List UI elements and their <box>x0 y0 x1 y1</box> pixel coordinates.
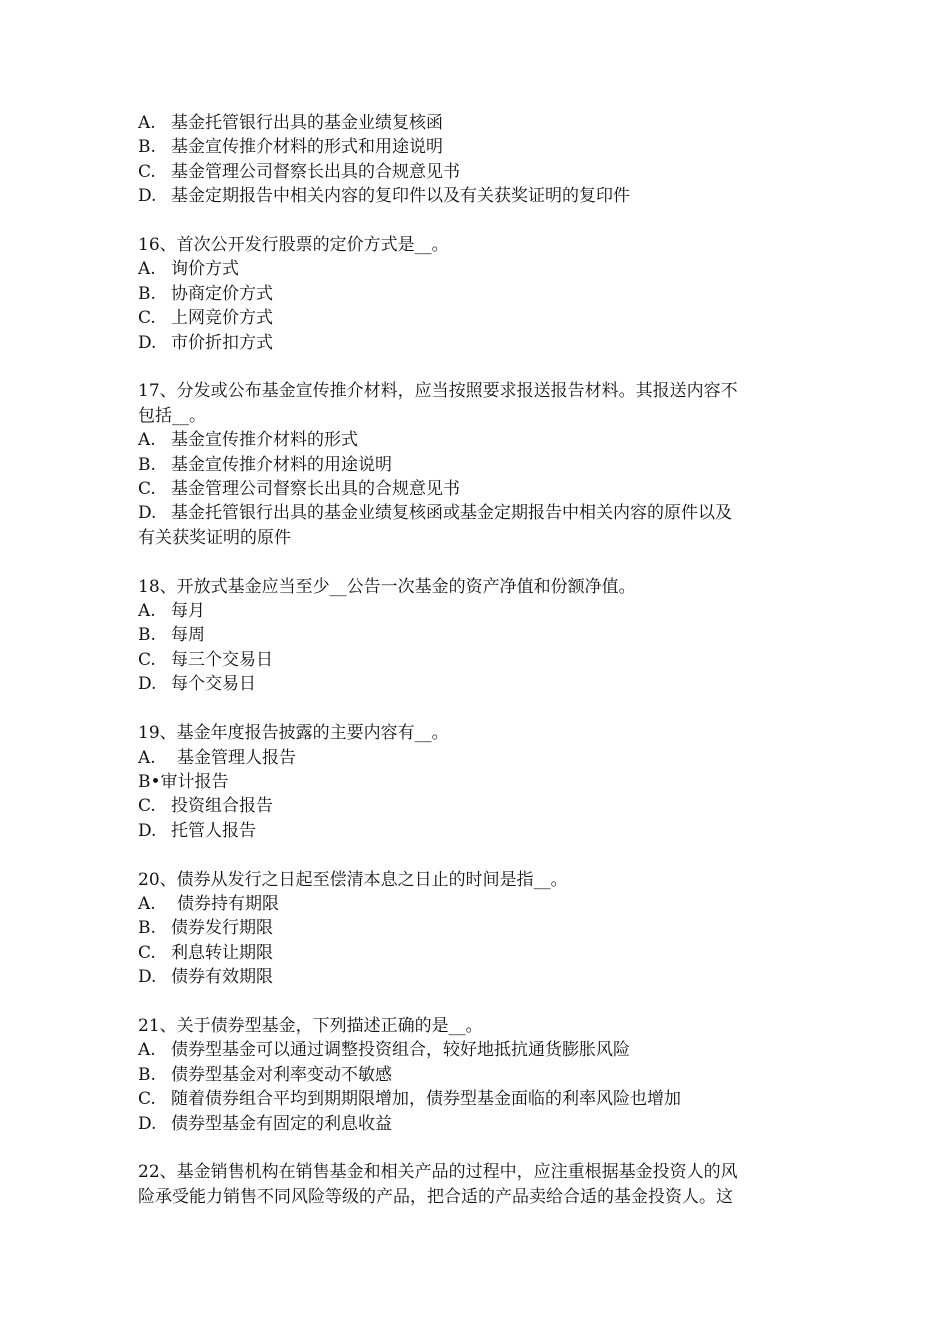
question-19 <box>138 721 818 843</box>
option-c <box>138 794 818 818</box>
option-letter: C. <box>138 942 156 963</box>
option-text: 基金托管银行出具的基金业绩复核函或基金定期报告中相关内容的原件以及 <box>171 503 732 524</box>
option-letter: D. <box>138 332 157 353</box>
question-text: 20、债券从发行之日起至偿清本息之日止的时间是指__。 <box>138 869 568 890</box>
option-a <box>138 746 818 770</box>
option-d <box>138 1112 818 1136</box>
option-text: 基金宣传推介材料的用途说明 <box>171 454 392 475</box>
option-text: 询价方式 <box>171 259 239 280</box>
option-text: 债券发行期限 <box>171 918 273 939</box>
question-text-continued: 险承受能力销售不同风险等级的产品，把合适的产品卖给合适的基金投资人。这 <box>138 1186 733 1207</box>
option-text: 基金托管银行出具的基金业绩复核函 <box>171 113 443 133</box>
question-17 <box>138 379 818 550</box>
option-text: 每三个交易日 <box>171 649 273 670</box>
option-letter: A. <box>138 113 156 133</box>
option-text: 投资组合报告 <box>171 796 273 817</box>
option-c <box>138 941 818 965</box>
option-d <box>138 965 818 989</box>
option-c <box>138 306 818 330</box>
option-letter: B. <box>138 918 156 939</box>
option-c <box>138 648 818 672</box>
option-c <box>138 1087 818 1111</box>
question-text: 16、首次公开发行股票的定价方式是__。 <box>138 235 449 256</box>
question-20 <box>138 868 818 990</box>
option-letter: D. <box>138 186 157 207</box>
option-text: 债券型基金可以通过调整投资组合，较好地抵抗通货膨胀风险 <box>171 1040 630 1061</box>
option-text: 债券持有期限 <box>177 893 279 914</box>
option-a <box>138 892 818 916</box>
option-letter: A. <box>138 1040 156 1061</box>
question-21 <box>138 1014 818 1136</box>
question-text: 21、关于债券型基金，下列描述正确的是__。 <box>138 1015 483 1036</box>
option-letter: C. <box>138 796 156 817</box>
option-text: 每月 <box>171 601 205 622</box>
option-a <box>138 257 818 281</box>
option-d <box>138 501 818 525</box>
question-22 <box>138 1160 818 1209</box>
option-letter: A. <box>138 430 156 451</box>
option-a <box>138 599 818 623</box>
option-text: 债券有效期限 <box>171 967 273 988</box>
option-letter: D. <box>138 967 157 988</box>
option-text: 随着债券组合平均到期期限增加，债券型基金面临的利率风险也增加 <box>171 1089 681 1110</box>
option-b <box>138 770 818 794</box>
option-letter: A. <box>138 601 156 622</box>
option-letter: B. <box>138 137 156 158</box>
option-text: 基金管理公司督察长出具的合规意见书 <box>171 479 460 500</box>
question-text: 18、开放式基金应当至少__公告一次基金的资产净值和份额净值。 <box>138 576 636 597</box>
option-text: 协商定价方式 <box>171 283 273 304</box>
option-letter: D. <box>138 1113 157 1134</box>
option-b <box>138 916 818 940</box>
option-letter: C. <box>138 1089 156 1110</box>
option-d-continued: 有关获奖证明的原件 <box>138 527 291 548</box>
option-text: 债券型基金有固定的利息收益 <box>171 1113 392 1134</box>
question-text: 17、分发或公布基金宣传推介材料，应当按照要求报送报告材料。其报送内容不 <box>138 381 738 402</box>
question-16 <box>138 233 818 355</box>
question-18 <box>138 575 818 697</box>
option-text: 托管人报告 <box>171 820 256 841</box>
option-a <box>138 111 818 135</box>
question-text: 19、基金年度报告披露的主要内容有__。 <box>138 723 449 744</box>
option-letter: D. <box>138 820 157 841</box>
option-text: 基金管理公司督察长出具的合规意见书 <box>171 161 460 182</box>
option-text: 审计报告 <box>160 771 229 792</box>
document-page <box>138 111 818 1209</box>
option-text: 利息转让期限 <box>171 942 273 963</box>
option-letter: C. <box>138 479 156 500</box>
question-text: 22、基金销售机构在销售基金和相关产品的过程中，应注重根据基金投资人的风 <box>138 1162 738 1183</box>
option-text: 债券型基金对利率变动不敏感 <box>171 1064 392 1085</box>
option-text: 上网竞价方式 <box>171 308 273 329</box>
option-d <box>138 672 818 696</box>
question-text-continued: 包括__。 <box>138 405 206 426</box>
question-15-options <box>138 111 818 209</box>
option-letter: B• <box>138 771 161 792</box>
option-text: 每周 <box>171 625 205 646</box>
option-letter: B. <box>138 283 156 304</box>
option-text: 基金定期报告中相关内容的复印件以及有关获奖证明的复印件 <box>171 186 630 207</box>
option-letter: B. <box>138 625 156 646</box>
option-d <box>138 184 818 208</box>
option-a <box>138 428 818 452</box>
option-text: 基金管理人报告 <box>177 747 296 768</box>
option-b <box>138 623 818 647</box>
option-text: 基金宣传推介材料的形式和用途说明 <box>171 137 443 158</box>
option-text: 基金宣传推介材料的形式 <box>171 430 358 451</box>
option-letter: A. <box>138 747 156 768</box>
option-a <box>138 1038 818 1062</box>
option-c <box>138 160 818 184</box>
option-d <box>138 819 818 843</box>
option-d <box>138 331 818 355</box>
option-letter: B. <box>138 1064 156 1085</box>
option-letter: B. <box>138 454 156 475</box>
option-letter: C. <box>138 161 156 182</box>
option-letter: A. <box>138 893 156 914</box>
option-letter: C. <box>138 649 156 670</box>
option-b <box>138 1063 818 1087</box>
option-letter: D. <box>138 503 157 524</box>
option-letter: A. <box>138 259 156 280</box>
option-b <box>138 282 818 306</box>
option-b <box>138 453 818 477</box>
option-letter: D. <box>138 674 157 695</box>
option-c <box>138 477 818 501</box>
option-text: 市价折扣方式 <box>171 332 273 353</box>
option-text: 每个交易日 <box>171 674 256 695</box>
option-b <box>138 135 818 159</box>
option-letter: C. <box>138 308 156 329</box>
